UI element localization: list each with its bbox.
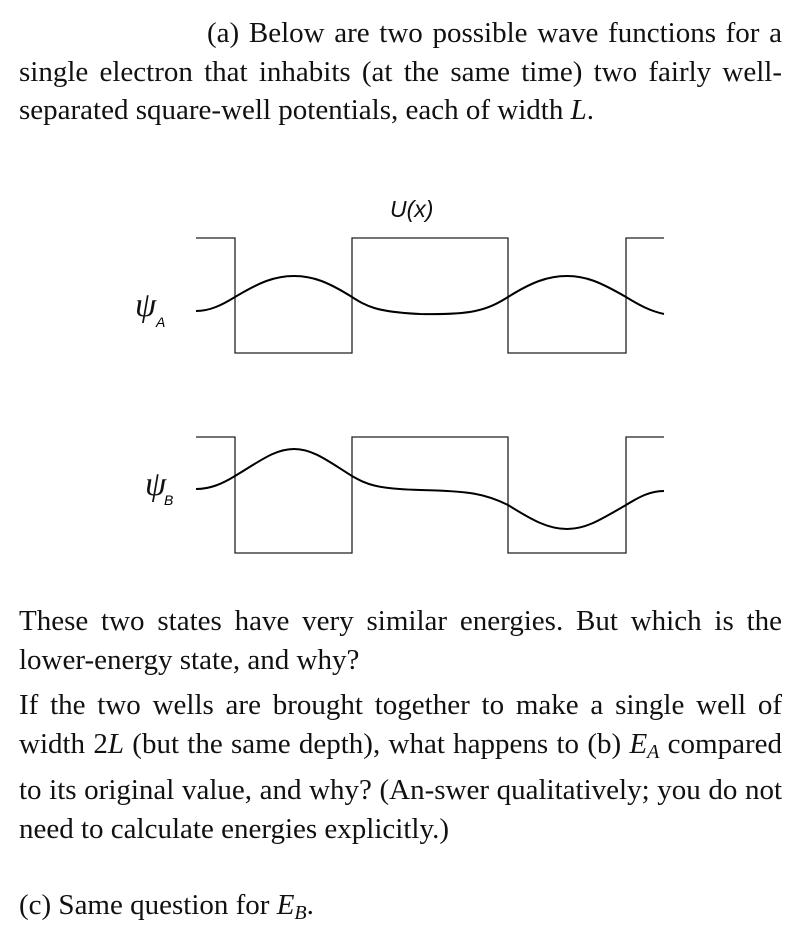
- wavefunction-b-curve: [196, 449, 664, 529]
- var-2L: L: [107, 727, 124, 760]
- setup-text-3: compared to its original value, and why? (An-swer qualitatively; you do not need to calculate energies explicitly.): [19, 727, 782, 845]
- part-a-label: (a): [207, 17, 240, 49]
- sub-B: B: [294, 902, 307, 924]
- question-a: These two states have very similar energies. But which is the lower-energy state, and why?: [19, 605, 782, 676]
- potential-wells: [196, 238, 664, 553]
- double-well-figure: [0, 190, 792, 570]
- psi-b-symbol: ψ: [145, 466, 167, 503]
- part-c-text: (c) Same question for: [19, 889, 277, 921]
- intro-text: Below are two possible wave functions for a single electron that inhabits (at the same time) two fairly well-separated square-well potentials, each of width: [19, 17, 782, 126]
- questions-b: [19, 686, 782, 848]
- wavefunction-a-curve: [196, 276, 664, 314]
- question-c: [19, 886, 782, 933]
- intro-paragraph: [19, 14, 782, 130]
- sub-A: A: [647, 740, 660, 763]
- psi-a-symbol: ψ: [135, 287, 157, 324]
- setup-text-2: (but the same depth), what happens to (b): [124, 727, 630, 760]
- potential-label: U(x): [390, 196, 434, 222]
- intro-period: .: [586, 94, 594, 126]
- var-L: L: [570, 94, 587, 126]
- part-c-period: .: [306, 889, 314, 921]
- setup-text-1: If the two wells are brought together to make a single well of width 2: [19, 689, 782, 760]
- var-E-B: E: [276, 889, 295, 921]
- psi-a-subscript: A: [156, 314, 166, 330]
- var-E-A: E: [629, 727, 648, 760]
- psi-b-subscript: B: [164, 492, 174, 508]
- potential-profile-a: [196, 238, 664, 353]
- potential-profile-b: [196, 437, 664, 553]
